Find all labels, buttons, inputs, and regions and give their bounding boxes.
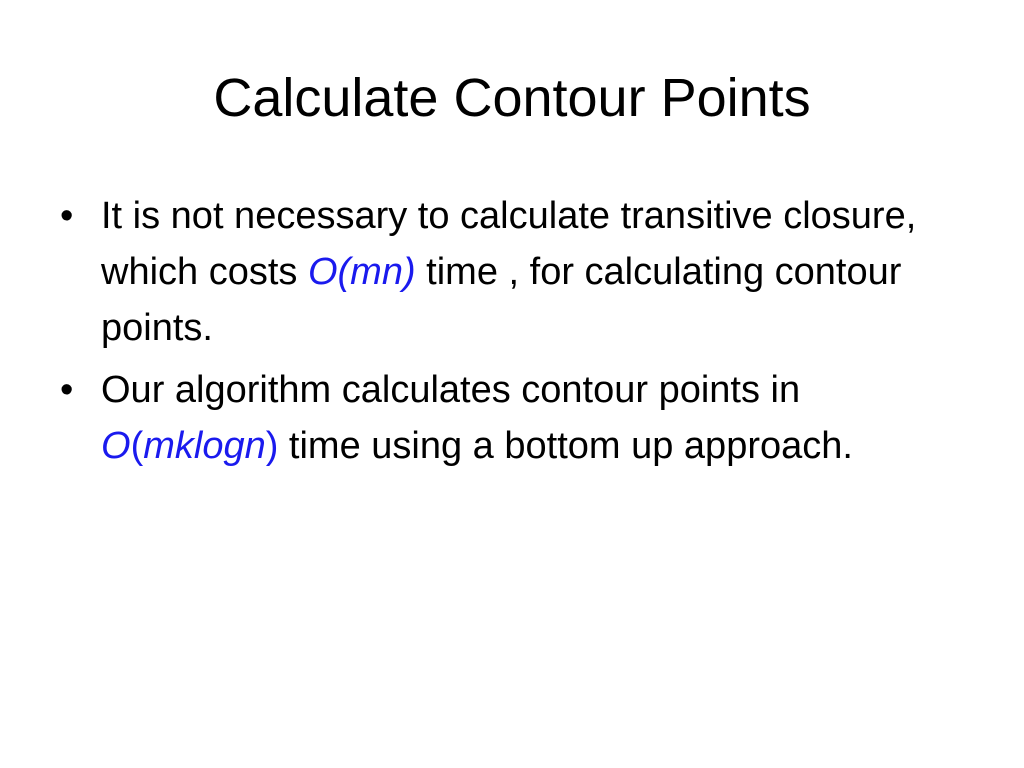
bullet-2-complexity-open-paren: ( (130, 425, 144, 467)
bullet-2-text-before: Our algorithm calculates contour points in (101, 369, 801, 411)
bullet-1-text-before: It is not necessary to calculate transitive closure, which costs (101, 195, 917, 293)
bullet-dot-icon: • (60, 369, 74, 411)
bullet-2-complexity-arg: mklogn (143, 425, 266, 467)
bullet-2-text-after: time using a bottom up approach. (278, 425, 853, 467)
bullet-item-algorithm (60, 362, 960, 474)
bullet-2-complexity-close-paren: ) (265, 425, 279, 467)
bullet-1-text-after: time , for calculating contour points. (101, 251, 902, 349)
bullet-dot-icon: • (60, 195, 74, 237)
bullet-1-complexity: O(mn) (307, 251, 416, 293)
slide-title: Calculate Contour Points (213, 68, 811, 128)
bullet-list (60, 188, 960, 480)
bullet-item-transitive-closure (60, 188, 960, 356)
bullet-2-complexity-o: O (101, 425, 131, 467)
